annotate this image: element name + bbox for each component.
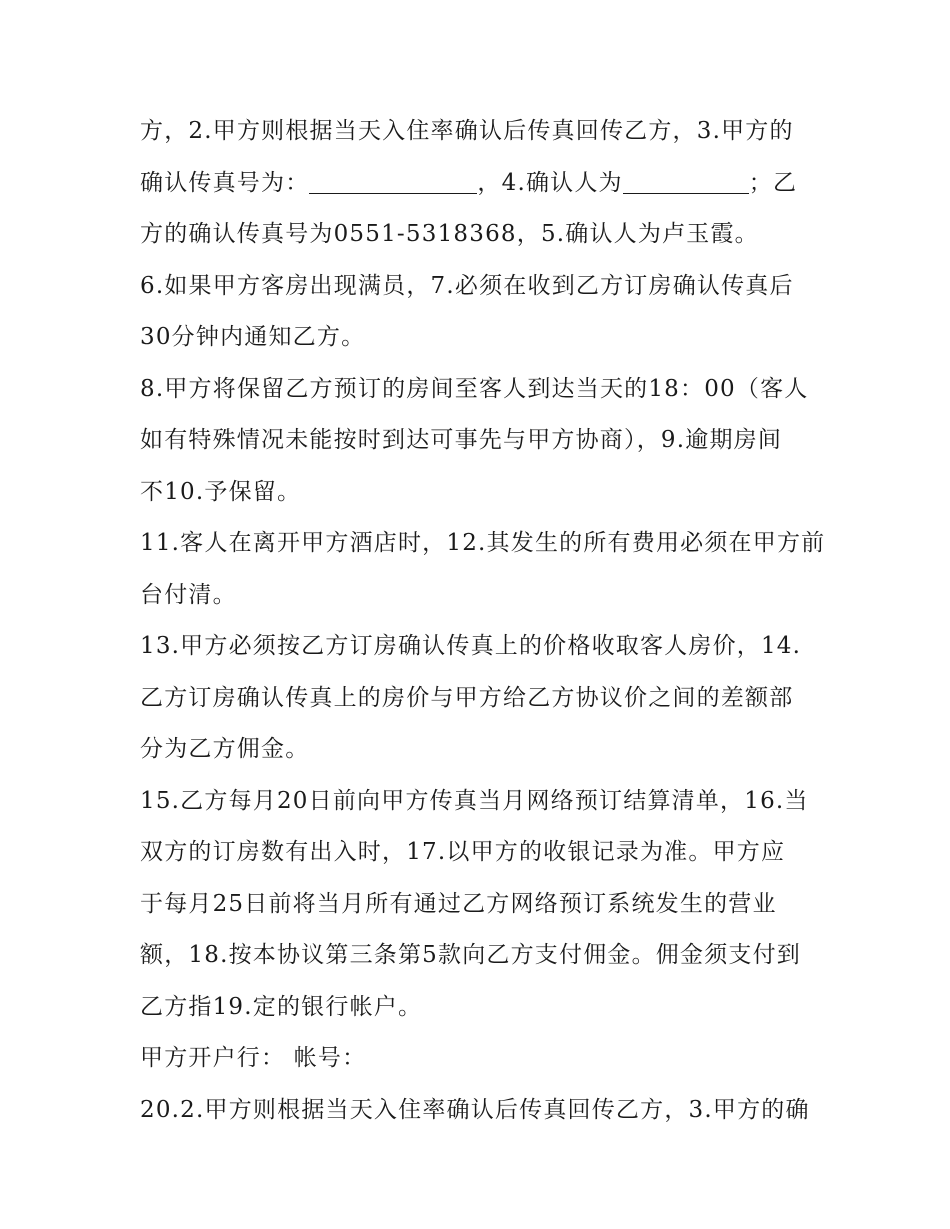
text-line: 13.甲方必须按乙方订房确认传真上的价格收取客人房价，14.: [140, 633, 802, 659]
text-line: 双方的订房数有出入时，17.以甲方的收银记录为准。甲方应: [140, 839, 786, 865]
text-line-with-blanks: [140, 158, 830, 210]
text-line: 台付清。: [140, 581, 237, 608]
text-line: 不10.予保留。: [140, 478, 302, 505]
fax-number-blank: [309, 169, 477, 194]
text-line: 8.甲方将保留乙方预订的房间至客人到达当天的18：00（客人: [140, 375, 809, 402]
document-body: [140, 106, 830, 1136]
text-line: 6.如果甲方客房出现满员，7.必须在收到乙方订房确认传真后: [140, 272, 794, 299]
text-line: 甲方开户行： 帐号：: [140, 1045, 367, 1071]
text-line: 20.2.甲方则根据当天入住率确认后传真回传乙方，3.甲方的确: [140, 1096, 810, 1123]
text-line: 额，18.按本协议第三条第5款向乙方支付佣金。佣金须支付到: [140, 942, 802, 968]
text-line: 15.乙方每月20日前向甲方传真当月网络预订结算清单，16.当: [140, 787, 809, 814]
text-line: 11.客人在离开甲方酒店时，12.其发生的所有费用必须在甲方前: [140, 530, 826, 556]
text-segment: ，4.确认人为: [477, 169, 623, 196]
text-line: 分为乙方佣金。: [140, 736, 310, 762]
text-line: 方的确认传真号为0551-5318368，5.确认人为卢玉霞。: [140, 221, 759, 247]
text-line: 30分钟内通知乙方。: [140, 324, 366, 350]
text-line: 如有特殊情况未能按时到达可事先与甲方协商），9.逾期房间: [140, 427, 783, 453]
text-line: 乙方订房确认传真上的房价与甲方给乙方协议价之间的差额部: [140, 684, 794, 711]
text-segment: ；乙: [748, 169, 798, 196]
text-line: 乙方指19.定的银行帐户。: [140, 993, 423, 1020]
text-line: 于每月25日前将当月所有通过乙方网络预订系统发生的营业: [140, 890, 777, 917]
text-line: 方，2.甲方则根据当天入住率确认后传真回传乙方，3.甲方的: [140, 118, 794, 144]
confirmer-blank: [623, 169, 749, 194]
text-segment: 确认传真号为：: [140, 169, 310, 196]
